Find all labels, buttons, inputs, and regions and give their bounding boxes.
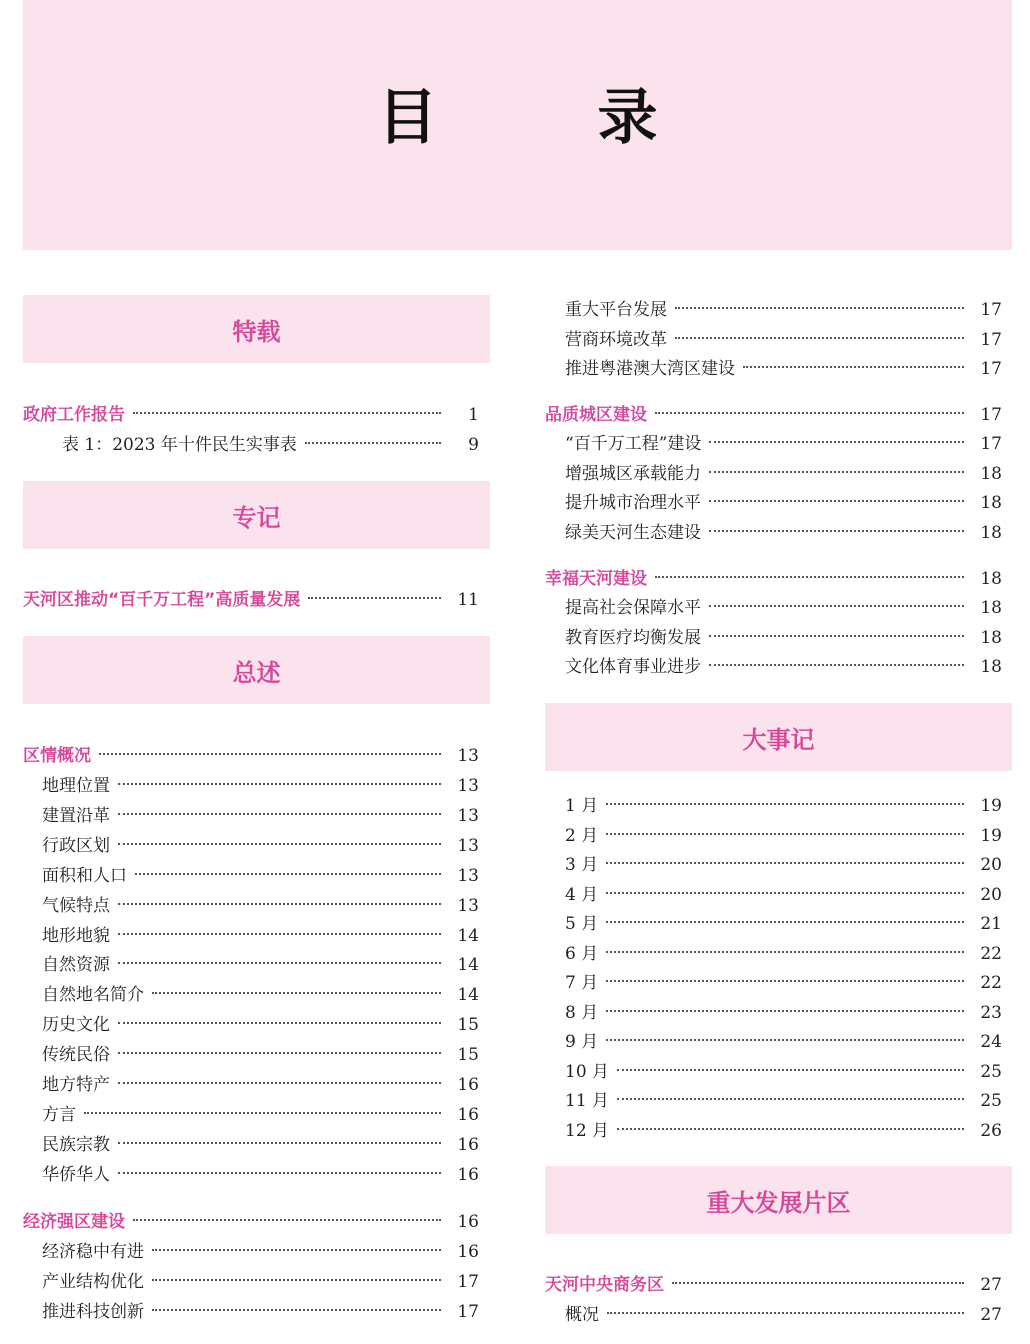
- leader-dots: [118, 1082, 441, 1084]
- leader-dots: [118, 783, 441, 785]
- toc-category[interactable]: [545, 564, 1002, 594]
- toc-label: 华侨华人: [42, 1164, 110, 1185]
- leader-dots: [84, 1112, 441, 1114]
- toc-page: 13: [457, 776, 479, 796]
- toc-item[interactable]: [565, 791, 1002, 821]
- toc-item[interactable]: [42, 980, 479, 1010]
- toc-page: 16: [457, 1164, 479, 1185]
- toc-page: 16: [457, 1242, 479, 1262]
- leader-dots: [152, 1279, 441, 1281]
- toc-label: 重大平台发展: [565, 300, 667, 320]
- toc-label: 8 月: [565, 1002, 599, 1023]
- leader-dots: [607, 1312, 964, 1314]
- toc-page: 13: [457, 865, 479, 886]
- toc-page: 16: [457, 1104, 479, 1125]
- toc-item[interactable]: [42, 950, 479, 980]
- toc-item[interactable]: [42, 1297, 479, 1327]
- toc-label: 11 月: [565, 1091, 610, 1111]
- toc-item[interactable]: [62, 430, 479, 460]
- toc-label: 经济强区建设: [23, 1212, 125, 1232]
- toc-item[interactable]: [42, 1237, 479, 1267]
- toc-item[interactable]: [565, 1300, 1002, 1330]
- toc-item[interactable]: [565, 459, 1002, 489]
- toc-label: 1 月: [565, 796, 599, 816]
- toc-label: 方言: [42, 1104, 76, 1125]
- leader-dots: [709, 530, 964, 532]
- section-band-teizai: 特载: [23, 295, 490, 363]
- leader-dots: [118, 813, 441, 815]
- toc-page: 21: [980, 914, 1002, 934]
- toc-item[interactable]: [42, 831, 479, 861]
- toc-label: 自然地名简介: [42, 985, 144, 1006]
- toc-page: 11: [457, 590, 479, 610]
- toc-label: “百千万工程”建设: [565, 434, 702, 454]
- leader-dots: [709, 605, 964, 607]
- section-band-zongshu: 总述: [23, 636, 490, 704]
- leader-dots: [709, 635, 964, 637]
- toc-item[interactable]: [565, 429, 1002, 459]
- toc-label: 推进粤港澳大湾区建设: [565, 359, 735, 379]
- toc-item[interactable]: [565, 998, 1002, 1028]
- toc-page: 17: [980, 405, 1002, 425]
- toc-label: 行政区划: [42, 835, 110, 856]
- toc-page: 9: [468, 435, 479, 455]
- toc-category[interactable]: [23, 741, 479, 771]
- leader-dots: [709, 471, 964, 473]
- toc-item[interactable]: [565, 518, 1002, 548]
- leader-dots: [118, 903, 441, 905]
- toc-page: 16: [457, 1075, 479, 1095]
- toc-page: 25: [980, 1061, 1002, 1082]
- toc-page: 17: [980, 329, 1002, 350]
- toc-label: 地形地貌: [42, 925, 110, 946]
- toc-item[interactable]: [42, 1100, 479, 1130]
- toc-label: 自然资源: [42, 955, 110, 976]
- toc-label: 经济稳中有进: [42, 1242, 144, 1262]
- toc-item[interactable]: [42, 1160, 479, 1190]
- toc-item[interactable]: [565, 295, 1002, 325]
- section-band-zhongda: 重大发展片区: [545, 1166, 1012, 1234]
- leader-dots: [152, 992, 441, 994]
- toc-item[interactable]: [42, 861, 479, 891]
- toc-item[interactable]: [565, 850, 1002, 880]
- toc-page: 19: [980, 796, 1002, 816]
- toc-page: 23: [980, 1002, 1002, 1023]
- toc-page: 17: [457, 1272, 479, 1292]
- leader-dots: [672, 1282, 964, 1284]
- toc-page: 18: [980, 493, 1002, 513]
- toc-page: 27: [980, 1305, 1002, 1325]
- leader-dots: [135, 873, 441, 875]
- leader-dots: [606, 862, 964, 864]
- leader-dots: [118, 843, 441, 845]
- leader-dots: [606, 921, 964, 923]
- toc-label: 10 月: [565, 1061, 610, 1082]
- toc-page: 15: [457, 1045, 479, 1066]
- toc-page: 16: [457, 1212, 479, 1232]
- toc-label: 地理位置: [42, 776, 110, 796]
- toc-category[interactable]: [23, 400, 479, 430]
- leader-dots: [118, 933, 441, 935]
- toc-page: 24: [980, 1032, 1002, 1052]
- leader-dots: [133, 412, 441, 414]
- toc-label: 区情概况: [23, 746, 91, 766]
- toc-page: 26: [980, 1120, 1002, 1141]
- toc-label: 提高社会保障水平: [565, 598, 701, 618]
- leader-dots: [118, 1022, 441, 1024]
- toc-page: 15: [457, 1015, 479, 1036]
- toc-item[interactable]: [42, 771, 479, 801]
- toc-item[interactable]: [42, 801, 479, 831]
- toc-page: 14: [457, 925, 479, 946]
- toc-item[interactable]: [565, 652, 1002, 682]
- toc-label: 提升城市治理水平: [565, 493, 701, 513]
- leader-dots: [655, 576, 964, 578]
- toc-label: 3 月: [565, 855, 599, 875]
- toc-item[interactable]: [42, 1267, 479, 1297]
- toc-item[interactable]: [42, 1130, 479, 1160]
- toc-label: 文化体育事业进步: [565, 657, 701, 677]
- toc-item[interactable]: [42, 1040, 479, 1070]
- toc-page: 14: [457, 955, 479, 976]
- toc-label: 产业结构优化: [42, 1272, 144, 1292]
- leader-dots: [606, 1010, 964, 1012]
- toc-item[interactable]: [565, 1086, 1002, 1116]
- toc-category[interactable]: [545, 1270, 1002, 1300]
- toc-page: 17: [980, 359, 1002, 379]
- leader-dots: [709, 664, 964, 666]
- toc-label: 民族宗教: [42, 1134, 110, 1155]
- toc-item[interactable]: [565, 623, 1002, 653]
- toc-page: 20: [980, 855, 1002, 875]
- toc-item[interactable]: [565, 354, 1002, 384]
- leader-dots: [655, 412, 964, 414]
- leader-dots: [709, 500, 964, 502]
- toc-page: 13: [457, 805, 479, 826]
- toc-item[interactable]: [42, 891, 479, 921]
- toc-page: 17: [457, 1302, 479, 1322]
- leader-dots: [118, 1052, 441, 1054]
- toc-item[interactable]: [565, 821, 1002, 851]
- leader-dots: [606, 980, 964, 982]
- toc-label: 气候特点: [42, 895, 110, 916]
- toc-label: 面积和人口: [42, 865, 127, 886]
- toc-label: 5 月: [565, 914, 599, 934]
- leader-dots: [606, 951, 964, 953]
- leader-dots: [675, 307, 964, 309]
- page-title: 目 录: [377, 83, 708, 153]
- toc-page: 27: [980, 1275, 1002, 1295]
- toc-item[interactable]: [565, 909, 1002, 939]
- leader-dots: [606, 1039, 964, 1041]
- toc-label: 营商环境改革: [565, 329, 667, 350]
- toc-page: 19: [980, 825, 1002, 846]
- leader-dots: [617, 1098, 964, 1100]
- toc-item[interactable]: [42, 1070, 479, 1100]
- leader-dots: [606, 892, 964, 894]
- toc-item[interactable]: [42, 1010, 479, 1040]
- toc-page: 14: [457, 985, 479, 1006]
- toc-label: 传统民俗: [42, 1045, 110, 1066]
- toc-label: 12 月: [565, 1120, 610, 1141]
- leader-dots: [305, 442, 441, 444]
- toc-label: 天河区推动“百千万工程”高质量发展: [23, 590, 301, 610]
- toc-page: 18: [980, 627, 1002, 648]
- leader-dots: [617, 1069, 964, 1071]
- toc-label: 绿美天河生态建设: [565, 522, 701, 543]
- toc-page: 16: [457, 1134, 479, 1155]
- toc-page: 13: [457, 895, 479, 916]
- toc-item[interactable]: [42, 921, 479, 951]
- leader-dots: [709, 441, 964, 443]
- toc-label: 建置沿革: [42, 805, 110, 826]
- toc-page: 22: [980, 973, 1002, 993]
- toc-page: 17: [980, 434, 1002, 454]
- toc-category[interactable]: [23, 585, 479, 615]
- leader-dots: [606, 833, 964, 835]
- header-banner: [23, 0, 1012, 250]
- toc-page: 18: [980, 598, 1002, 618]
- toc-label: 幸福天河建设: [545, 569, 647, 589]
- toc-label: 推进科技创新: [42, 1302, 144, 1322]
- toc-item[interactable]: [565, 1027, 1002, 1057]
- toc-page: 22: [980, 943, 1002, 964]
- toc-label: 地方特产: [42, 1075, 110, 1095]
- toc-label: 教育医疗均衡发展: [565, 627, 701, 648]
- leader-dots: [118, 1172, 441, 1174]
- toc-label: 2 月: [565, 825, 599, 846]
- toc-item[interactable]: [565, 593, 1002, 623]
- toc-item[interactable]: [565, 968, 1002, 998]
- toc-label: 7 月: [565, 973, 599, 993]
- toc-label: 历史文化: [42, 1015, 110, 1036]
- leader-dots: [743, 366, 964, 368]
- toc-label: 政府工作报告: [23, 405, 125, 425]
- toc-category[interactable]: [545, 400, 1002, 430]
- toc-label: 概况: [565, 1305, 599, 1325]
- toc-item[interactable]: [565, 488, 1002, 518]
- toc-page: 25: [980, 1091, 1002, 1111]
- toc-page: 17: [980, 300, 1002, 320]
- leader-dots: [118, 962, 441, 964]
- toc-page: 18: [980, 463, 1002, 484]
- leader-dots: [152, 1309, 441, 1311]
- toc-label: 天河中央商务区: [545, 1275, 664, 1295]
- toc-page: 13: [457, 746, 479, 766]
- toc-page: 18: [980, 522, 1002, 543]
- toc-category[interactable]: [23, 1207, 479, 1237]
- leader-dots: [617, 1128, 964, 1130]
- toc-label: 表 1：2023 年十件民生实事表: [62, 435, 297, 455]
- leader-dots: [118, 1142, 441, 1144]
- toc-item[interactable]: [565, 880, 1002, 910]
- toc-page: 13: [457, 835, 479, 856]
- toc-page: 1: [468, 405, 479, 425]
- toc-page: 18: [980, 657, 1002, 677]
- leader-dots: [133, 1219, 441, 1221]
- section-band-zhuanji: 专记: [23, 481, 490, 549]
- toc-item[interactable]: [565, 325, 1002, 355]
- toc-label: 9 月: [565, 1032, 599, 1052]
- toc-item[interactable]: [565, 1057, 1002, 1087]
- leader-dots: [152, 1249, 441, 1251]
- toc-item[interactable]: [565, 1116, 1002, 1146]
- leader-dots: [99, 753, 441, 755]
- toc-page: 20: [980, 884, 1002, 905]
- leader-dots: [675, 337, 964, 339]
- toc-page: 18: [980, 569, 1002, 589]
- toc-item[interactable]: [565, 939, 1002, 969]
- toc-label: 6 月: [565, 943, 599, 964]
- leader-dots: [606, 803, 964, 805]
- section-band-dashiji: 大事记: [545, 703, 1012, 771]
- toc-label: 4 月: [565, 884, 599, 905]
- toc-label: 增强城区承载能力: [565, 463, 701, 484]
- leader-dots: [308, 597, 441, 599]
- toc-label: 品质城区建设: [545, 405, 647, 425]
